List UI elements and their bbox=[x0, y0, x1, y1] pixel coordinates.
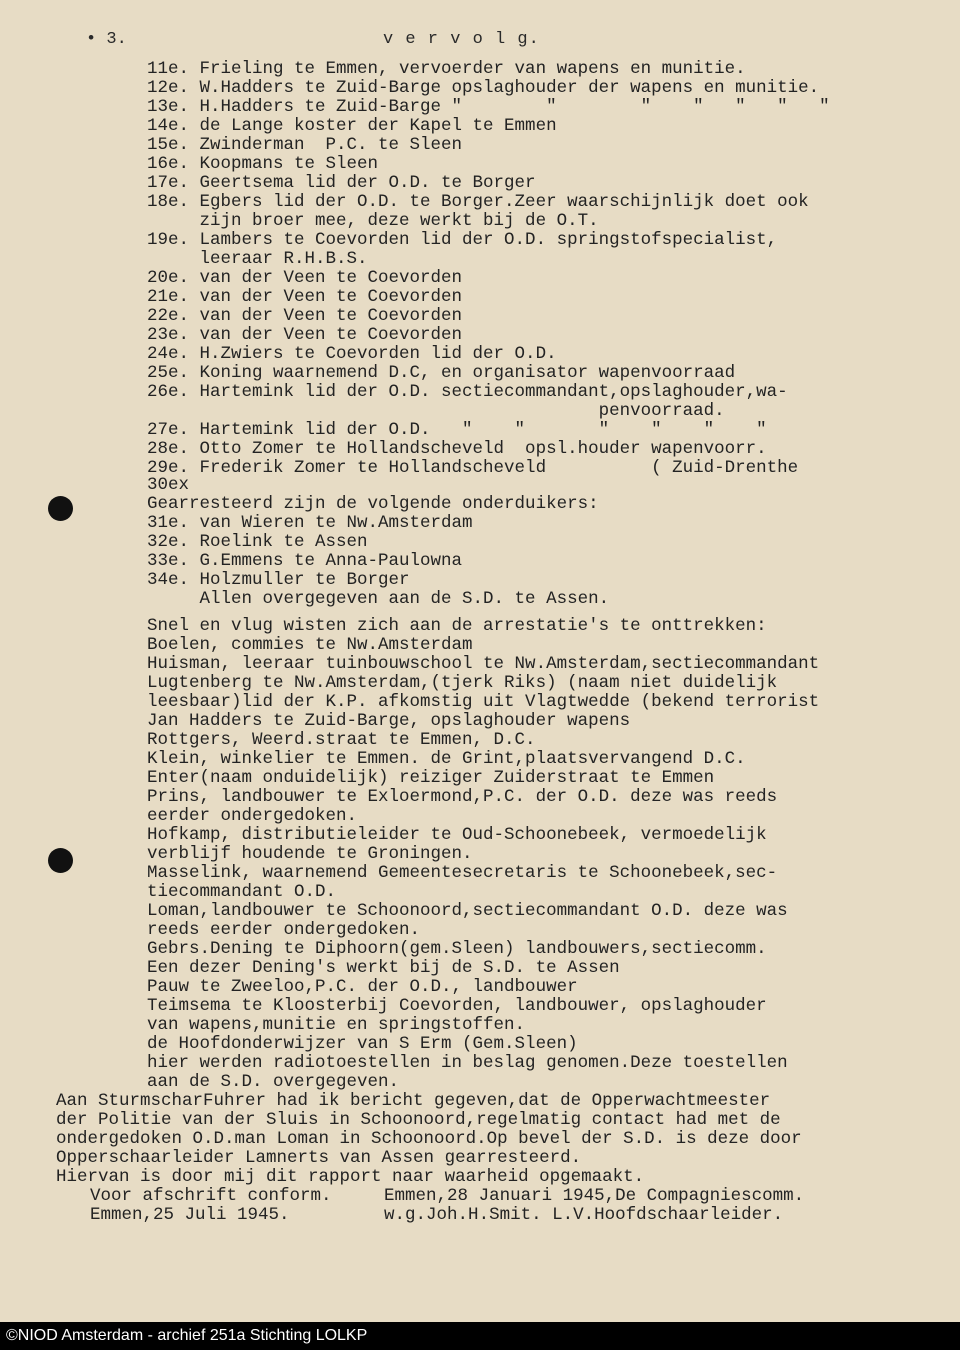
text-line: Hofkamp, distributieleider te Oud-Schoonebeek, vermoedelijk bbox=[147, 825, 767, 845]
text-line: Loman,landbouwer te Schoonoord,sectiecommandant O.D. deze was bbox=[147, 901, 788, 921]
text-line: tiecommandant O.D. bbox=[147, 882, 337, 902]
text-line: 24e. H.Zwiers te Coevorden lid der O.D. bbox=[147, 344, 557, 364]
text-line: de Hoofdonderwijzer van S Erm (Gem.Sleen) bbox=[147, 1034, 578, 1054]
text-line: verblijf houdende te Groningen. bbox=[147, 844, 473, 864]
text-line: Opperschaarleider Lamnerts van Assen gearresteerd. bbox=[56, 1148, 582, 1168]
text-line: Allen overgegeven aan de S.D. te Assen. bbox=[147, 589, 610, 609]
text-line: 20e. van der Veen te Coevorden bbox=[147, 268, 463, 288]
text-line: Klein, winkelier te Emmen. de Grint,plaatsvervangend D.C. bbox=[147, 749, 746, 769]
text-line: 16e. Koopmans te Sleen bbox=[147, 154, 379, 174]
text-line: Teimsema te Kloosterbij Coevorden, landbouwer, opslaghouder bbox=[147, 996, 767, 1016]
page-number: • 3. bbox=[86, 30, 127, 49]
text-line: Voor afschrift conform. Emmen,28 Januari 1945,De Compagniescomm. bbox=[90, 1186, 805, 1206]
text-line: 29e. Frederik Zomer te Hollandscheveld ( Zuid-Drenthe bbox=[147, 458, 799, 478]
text-line: zijn broer mee, deze werkt bij de O.T. bbox=[147, 211, 599, 231]
page-heading: v e r v o l g. bbox=[383, 30, 540, 49]
text-line: 26e. Hartemink lid der O.D. sectiecommandant,opslaghouder,wa- bbox=[147, 382, 788, 402]
text-line: 31e. van Wieren te Nw.Amsterdam bbox=[147, 513, 473, 533]
text-line: Emmen,25 Juli 1945. w.g.Joh.H.Smit. L.V.Hoofdschaarleider. bbox=[90, 1205, 784, 1225]
text-line: 32e. Roelink te Assen bbox=[147, 532, 368, 552]
text-line: 23e. van der Veen te Coevorden bbox=[147, 325, 463, 345]
text-line: aan de S.D. overgegeven. bbox=[147, 1072, 400, 1092]
text-line: 30ex bbox=[147, 475, 190, 495]
text-line: 12e. W.Hadders te Zuid-Barge opslaghouder der wapens en munitie. bbox=[147, 78, 820, 98]
text-line: eerder ondergedoken. bbox=[147, 806, 358, 826]
text-line: penvoorraad. bbox=[147, 401, 725, 421]
text-line: leeraar R.H.B.S. bbox=[147, 249, 368, 269]
archive-credit: ©NIOD Amsterdam - archief 251a Stichting LOLKP bbox=[0, 1322, 960, 1350]
text-line: 33e. G.Emmens te Anna-Paulowna bbox=[147, 551, 463, 571]
text-line: Een dezer Dening's werkt bij de S.D. te Assen bbox=[147, 958, 620, 978]
text-line: Hiervan is door mij dit rapport naar waarheid opgemaakt. bbox=[56, 1167, 645, 1187]
text-line: 18e. Egbers lid der O.D. te Borger.Zeer waarschijnlijk doet ook bbox=[147, 192, 809, 212]
text-line: Rottgers, Weerd.straat te Emmen, D.C. bbox=[147, 730, 536, 750]
text-line: 34e. Holzmuller te Borger bbox=[147, 570, 410, 590]
text-line: 25e. Koning waarnemend D.C, en organisator wapenvoorraad bbox=[147, 363, 736, 383]
text-line: 11e. Frieling te Emmen, vervoerder van wapens en munitie. bbox=[147, 59, 746, 79]
text-line: 19e. Lambers te Coevorden lid der O.D. springstofspecialist, bbox=[147, 230, 778, 250]
text-line: 13e. H.Hadders te Zuid-Barge " " " " " " " bbox=[147, 97, 830, 117]
text-line: leesbaar)lid der K.P. afkomstig uit Vlagtwedde (bekend terrorist bbox=[147, 692, 820, 712]
text-line: Lugtenberg te Nw.Amsterdam,(tjerk Riks) (naam niet duidelijk bbox=[147, 673, 778, 693]
text-line: Huisman, leeraar tuinbouwschool te Nw.Amsterdam,sectiecommandant bbox=[147, 654, 820, 674]
text-line: Gebrs.Dening te Diphoorn(gem.Sleen) landbouwers,sectiecomm. bbox=[147, 939, 767, 959]
text-line: hier werden radiotoestellen in beslag genomen.Deze toestellen bbox=[147, 1053, 788, 1073]
text-line: ondergedoken O.D.man Loman in Schoonoord.Op bevel der S.D. is deze door bbox=[56, 1129, 802, 1149]
text-line: Aan SturmscharFuhrer had ik bericht gegeven,dat de Opperwachtmeester bbox=[56, 1091, 771, 1111]
text-line: Pauw te Zweeloo,P.C. der O.D., landbouwer bbox=[147, 977, 578, 997]
text-line: Gearresteerd zijn de volgende onderduikers: bbox=[147, 494, 599, 514]
text-line: Masselink, waarnemend Gemeentesecretaris te Schoonebeek,sec- bbox=[147, 863, 778, 883]
text-line: Prins, landbouwer te Exloermond,P.C. der O.D. deze was reeds bbox=[147, 787, 778, 807]
text-line: reeds eerder ondergedoken. bbox=[147, 920, 421, 940]
text-line: Jan Hadders te Zuid-Barge, opslaghouder wapens bbox=[147, 711, 631, 731]
text-line: 17e. Geertsema lid der O.D. te Borger bbox=[147, 173, 536, 193]
text-line: 21e. van der Veen te Coevorden bbox=[147, 287, 463, 307]
punch-hole-bottom bbox=[48, 848, 73, 873]
text-line: 27e. Hartemink lid der O.D. " " " " " " bbox=[147, 420, 767, 440]
text-line: Enter(naam onduidelijk) reiziger Zuiderstraat te Emmen bbox=[147, 768, 715, 788]
punch-hole-top bbox=[48, 496, 73, 521]
text-line: Snel en vlug wisten zich aan de arrestatie's te onttrekken: bbox=[147, 616, 767, 636]
text-line: 22e. van der Veen te Coevorden bbox=[147, 306, 463, 326]
text-line: van wapens,munitie en springstoffen. bbox=[147, 1015, 526, 1035]
text-line: 15e. Zwinderman P.C. te Sleen bbox=[147, 135, 463, 155]
text-line: 14e. de Lange koster der Kapel te Emmen bbox=[147, 116, 557, 136]
text-line: 28e. Otto Zomer te Hollandscheveld opsl.houder wapenvoorr. bbox=[147, 439, 767, 459]
text-line: Boelen, commies te Nw.Amsterdam bbox=[147, 635, 473, 655]
text-line: der Politie van der Sluis in Schoonoord,regelmatig contact had met de bbox=[56, 1110, 781, 1130]
